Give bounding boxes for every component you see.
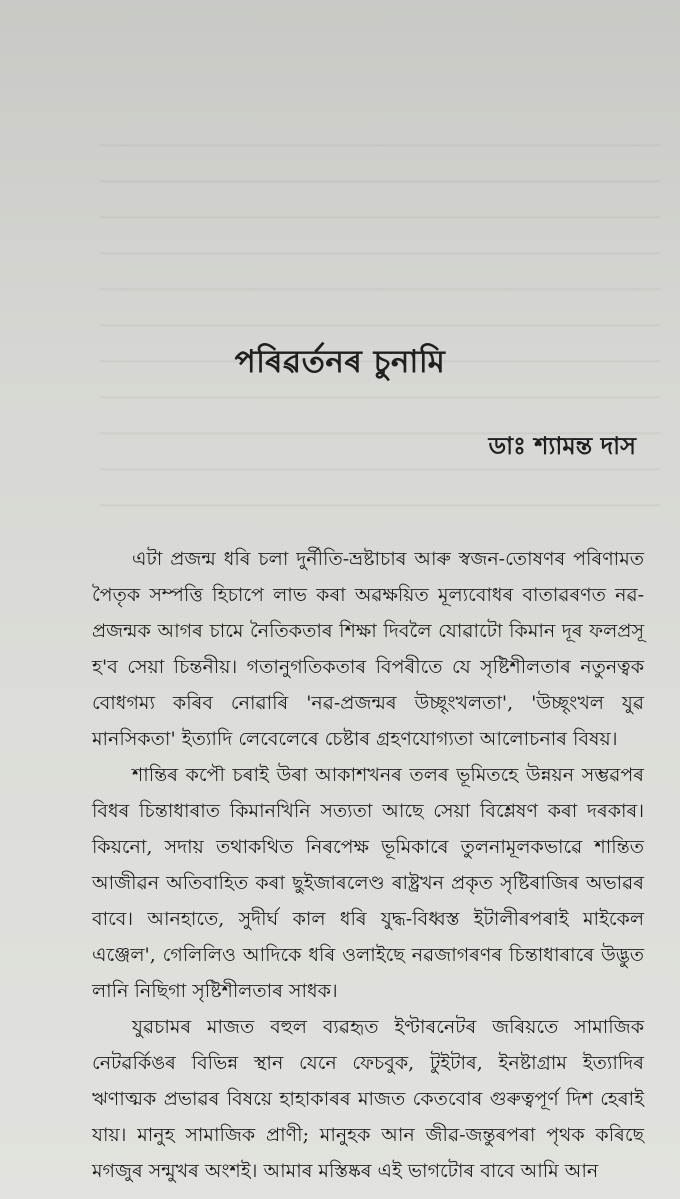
article-body bbox=[92, 541, 644, 1189]
show-through-text bbox=[100, 120, 660, 540]
article-title: পৰিৱৰ্তনৰ চুনামি bbox=[234, 344, 446, 380]
article-author: ডাঃ শ্যামন্ত দাস bbox=[488, 431, 636, 460]
paragraph-3: যুৱচামৰ মাজত বহুল ব্যৱহৃত ইণ্টাৰনেটৰ জৰিয়তে সামাজিক নেটৱৰ্কিঙৰ বিভিন্ন স্থান যেনে ফেচবুক, টুইটাৰ, ইনষ্টাগ্ৰাম ইত্যাদিৰ ঋণাত্মক প্ৰভাৱৰ বিষয়ে হাহাকাৰৰ মাজত কেতবোৰ গুৰুত্বপূৰ্ণ দিশ হেৰাই যায়। মানুহ সামাজিক প্ৰাণী; মানুহক আন জীৱ-জন্তুৰপৰা পৃথক কৰিছে মগজুৰ সন্মুখৰ অংশই। আমাৰ মস্তিষ্কৰ এই ভাগটোৰ বাবে আমি আন bbox=[92, 1016, 644, 1182]
paragraph-2: শান্তিৰ কপৌ চৰাই উৰা আকাশখনৰ তলৰ ভূমিতহে উন্নয়ন সম্ভৱপৰ বিধৰ চিন্তাধাৰাত কিমানখিনি সত্যতা আছে সেয়া বিশ্লেষণ কৰা দৰকাৰ। কিয়নো, সদায় তথাকথিত নিৰপেক্ষ ভূমিকাৰে তুলনামূলকভাৱে শান্তিত আজীৱন অতিবাহিত কৰা ছুইজাৰলেণ্ড ৰাষ্ট্ৰখন প্ৰকৃত সৃষ্টিৰাজিৰ অভাৱৰ বাবে। আনহাতে, সুদীৰ্ঘ কাল ধৰি যুদ্ধ-বিধ্বস্ত ইটালীৰপৰাই মাইকেল এঞ্জেল', গেলিলিও আদিকে ধৰি ওলাইছে নৱজাগৰণৰ চিন্তাধাৰাৰে উদ্ভুত লানি নিছিগা সৃষ্টিশীলতাৰ সাধক। bbox=[92, 764, 644, 1002]
paragraph-1: এটা প্ৰজন্ম ধৰি চলা দুৰ্নীতি-ভ্ৰষ্টাচাৰ আৰু স্বজন-তোষণৰ পৰিণামত পৈতৃক সম্পত্তি হিচাপে লাভ কৰা অৱক্ষয়িত মূল্যবোধৰ বাতাৱৰণত নৱ-প্ৰজন্মক আগৰ চামে নৈতিকতাৰ শিক্ষা দিবলৈ যোৱাটো কিমান দূৰ ফলপ্ৰসূ হ'ব সেয়া চিন্তনীয়। গতানুগতিকতাৰ বিপৰীতে যে সৃষ্টিশীলতাৰ নতুনত্বক বোধগম্য কৰিব নোৱাৰি 'নৱ-প্ৰজন্মৰ উচ্ছৃংখলতা', 'উচ্ছৃংখল যুৱ মানসিকতা' ইত্যাদি লেবেলেৰে চেষ্টাৰ গ্ৰহণযোগ্যতা আলোচনাৰ বিষয়। bbox=[92, 548, 644, 750]
